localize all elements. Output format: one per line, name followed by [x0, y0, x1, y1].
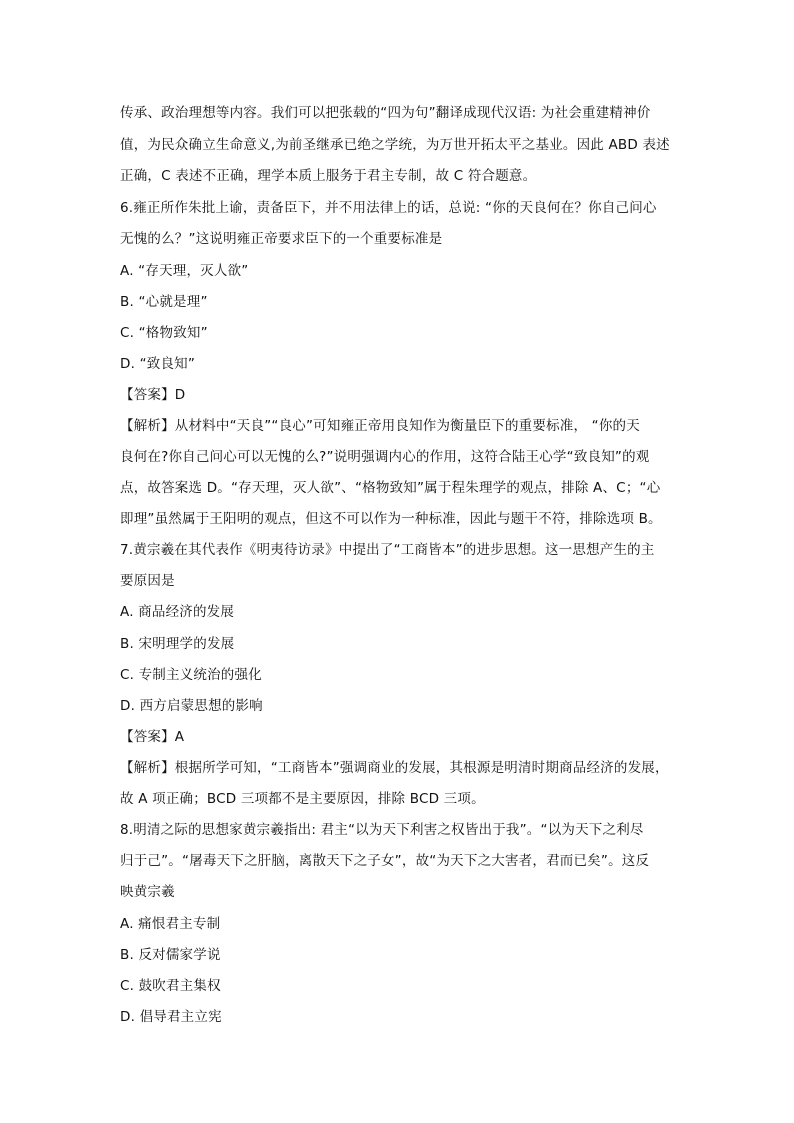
question-7-stem: 要原因是 — [120, 573, 175, 589]
question-8-option-d: D. 倡导君主立宪 — [120, 1009, 222, 1025]
question-6-option-c: C. “格物致知” — [120, 325, 208, 341]
text-line: 传承、政治理想等内容。我们可以把张载的“四为句”翻译成现代汉语: 为社会重建精神价 — [120, 105, 651, 121]
question-7-stem: 7.黄宗羲在其代表作《明夷待访录》中提出了“工商皆本”的进步思想。这一思想产生的主 — [120, 542, 655, 558]
text-line: 值，为民众确立生命意义,为前圣继承已绝之学统，为万世开拓太平之基业。因此 ABD 表述 — [120, 137, 670, 153]
question-7-option-c: C. 专制主义统治的强化 — [120, 667, 262, 683]
question-7-option-b: B. 宋明理学的发展 — [120, 636, 235, 652]
question-8-option-a: A. 痛恨君主专制 — [120, 916, 221, 932]
question-6-analysis: 即理”虽然属于王阳明的观点，但这不可以作为一种标准，因此与题干不符，排除选项 B。 — [120, 511, 662, 527]
question-6-option-b: B. “心就是理” — [120, 294, 208, 310]
question-7-option-d: D. 西方启蒙思想的影响 — [120, 698, 263, 714]
question-6-analysis: 【解析】从材料中“天良”“良心”可知雍正帝用良知作为衡量臣下的重要标准， “你的天 — [120, 418, 640, 434]
question-6-answer: 【答案】D — [120, 387, 186, 403]
question-8-stem: 8.明清之际的思想家黄宗羲指出: 君主“以为天下利害之权皆出于我”。“以为天下之利尽 — [120, 822, 644, 838]
question-6-option-d: D. “致良知” — [120, 356, 196, 372]
question-8-option-c: C. 鼓吹君主集权 — [120, 978, 221, 994]
question-8-option-b: B. 反对儒家学说 — [120, 947, 221, 963]
text-line: 正确，C 表述不正确，理学本质上服务于君主专制，故 C 符合题意。 — [120, 168, 537, 184]
question-6-analysis: 良何在?你自己问心可以无愧的么?”说明强调内心的作用，这符合陆王心学“致良知”的观 — [120, 449, 650, 465]
question-7-option-a: A. 商品经济的发展 — [120, 604, 235, 620]
question-7-answer: 【答案】A — [120, 729, 185, 745]
question-8-stem: 映黄宗羲 — [120, 884, 175, 900]
question-6-analysis: 点，故答案选 D。“存天理，灭人欲”、“格物致知”属于程朱理学的观点，排除 A、C；“心 — [120, 480, 661, 496]
question-6-option-a: A. “存天理，灭人欲” — [120, 263, 249, 279]
question-6-stem: 6.雍正所作朱批上谕，责备臣下，并不用法律上的话，总说: “你的天良何在？你自己问心 — [120, 200, 657, 216]
question-6-stem: 无愧的么？”这说明雍正帝要求臣下的一个重要标准是 — [120, 231, 443, 247]
question-8-stem: 归于己”。“屠毒天下之肝脑，离散天下之子女”，故“为天下之大害者，君而已矣”。这反 — [120, 853, 650, 869]
question-7-analysis: 故 A 项正确；BCD 三项都不是主要原因，排除 BCD 三项。 — [120, 791, 485, 807]
question-7-analysis: 【解析】根据所学可知，“工商皆本”强调商业的发展，其根源是明清时期商品经济的发展， — [120, 760, 669, 776]
